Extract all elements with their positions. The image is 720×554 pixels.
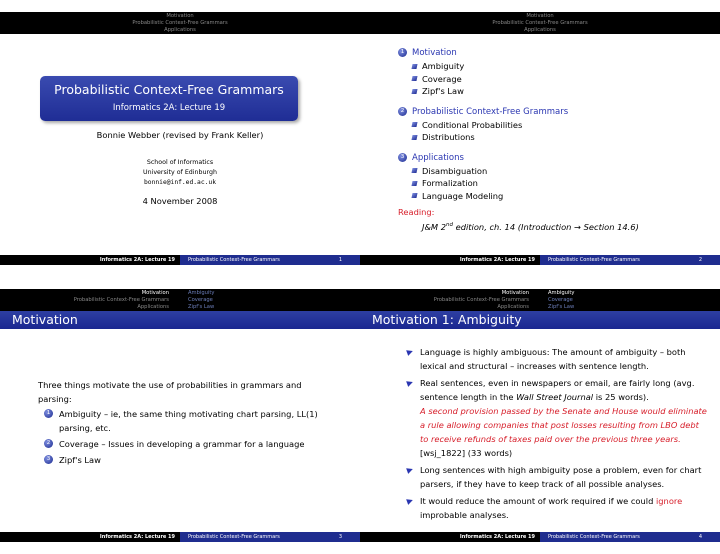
nav-subsection-coverage[interactable]: Coverage — [188, 297, 213, 303]
nav-section-motivation[interactable]: Motivation — [526, 13, 554, 19]
footer — [0, 532, 360, 542]
bullet-icon — [411, 135, 417, 140]
top-navigation — [360, 289, 720, 311]
nav-subsection-zipf[interactable]: Zipf's Law — [548, 304, 575, 310]
slide-2: Motivation Probabilistic Context-Free Grammars Applications 1 Motivation Ambiguity Coverage Zipf's Law 2 Probabilistic Context-Free Grammars Conditional Probabilities Distributions 3 Applications Disambiguation Formalization Language Modeling Reading: J&M 2nd edition, ch. 14 (Introduction → Section 14.6) Informatics 2A: Lecture 19 Probabilistic Context-Free Grammars 2 — [360, 0, 720, 277]
list-item: 1 Ambiguity – ie, the same thing motivating chart parsing, LL(1) parsing, etc. — [44, 407, 334, 435]
nav-section-applications[interactable]: Applications — [164, 27, 196, 33]
enumerated-list — [44, 407, 334, 469]
list-item: 3 Zipf's Law — [44, 453, 334, 467]
nav-subsection-ambiguity[interactable]: Ambiguity — [548, 290, 575, 296]
footer-title: Probabilistic Context-Free Grammars — [180, 532, 360, 542]
bullet-icon — [411, 181, 417, 186]
bullet-triangle-icon — [406, 466, 414, 474]
page-number: 3 — [338, 534, 342, 540]
footer-author: Informatics 2A: Lecture 19 — [99, 257, 175, 263]
bullet-icon — [411, 76, 417, 81]
reading-label: Reading: — [398, 207, 435, 217]
author: Bonnie Webber (revised by Frank Keller) — [96, 130, 264, 140]
bullet-icon — [411, 193, 417, 198]
top-navigation — [360, 12, 720, 34]
top-navigation — [0, 12, 360, 34]
section-number-icon: 1 — [398, 48, 407, 57]
list-item: Long sentences with high ambiguity pose a problem, even for chart parsers, if they have to keep track of all possible analyses. — [407, 463, 707, 491]
list-item: Real sentences, even in newspapers or email, are fairly long (avg. sentence length in the Wall Street Journal is 25 words). A second provision passed by the Senate and House would eliminate a rule allowing companies that post losses resulting from LBO debt to receive refunds of taxes paid over the previous three years. [wsj_1822] (33 words) — [407, 376, 707, 460]
bullet-icon — [411, 64, 417, 69]
footer-title: Probabilistic Context-Free Grammars — [180, 255, 360, 265]
nav-section-motivation[interactable]: Motivation — [166, 13, 194, 19]
top-navigation — [0, 289, 360, 311]
bullet-icon — [411, 122, 417, 127]
bullet-triangle-icon — [406, 348, 414, 356]
email: bonnie@inf.ed.ac.uk — [143, 179, 217, 186]
nav-section-motivation[interactable]: Motivation — [141, 290, 169, 296]
footer — [360, 255, 720, 265]
nav-section-motivation[interactable]: Motivation — [501, 290, 529, 296]
list-item: 2 Coverage – Issues in developing a grammar for a language — [44, 437, 334, 451]
bullet-list — [407, 345, 707, 525]
number-icon: 2 — [44, 439, 53, 448]
list-item: Language is highly ambiguous: The amount of ambiguity – both lexical and structural – increases with sentence length. — [407, 345, 707, 373]
page-number: 2 — [698, 257, 702, 263]
bullet-icon — [411, 168, 417, 173]
slide-3 — [0, 277, 360, 554]
number-icon: 1 — [44, 409, 53, 418]
date: 4 November 2008 — [142, 196, 218, 206]
nav-section-pcfg[interactable]: Probabilistic Context-Free Grammars — [492, 20, 588, 26]
list-item: It would reduce the amount of work required if we could ignore improbable analyses. — [407, 494, 707, 522]
nav-section-applications[interactable]: Applications — [497, 304, 529, 310]
number-icon: 3 — [44, 455, 53, 464]
frame-title: Motivation — [0, 311, 360, 329]
page-number: 1 — [338, 257, 342, 263]
bullet-icon — [411, 89, 417, 94]
section-number-icon: 3 — [398, 153, 407, 162]
nav-subsection-zipf[interactable]: Zipf's Law — [188, 304, 215, 310]
reading-reference: J&M 2nd edition, ch. 14 (Introduction → Section 14.6) — [422, 222, 639, 232]
section-number-icon: 2 — [398, 107, 407, 116]
footer-title: Probabilistic Context-Free Grammars — [540, 255, 720, 265]
presentation-title: Probabilistic Context-Free Grammars — [54, 82, 284, 97]
footer — [360, 532, 720, 542]
slide-1 — [0, 0, 360, 277]
page-number: 4 — [698, 534, 702, 540]
footer-author: Informatics 2A: Lecture 19 — [99, 534, 175, 540]
footer-author: Informatics 2A: Lecture 19 — [459, 257, 535, 263]
intro-text: Three things motivate the use of probabilities in grammars and parsing: — [38, 380, 302, 404]
footer-title: Probabilistic Context-Free Grammars — [540, 532, 720, 542]
footer — [0, 255, 360, 265]
nav-section-pcfg[interactable]: Probabilistic Context-Free Grammars — [433, 297, 529, 303]
nav-section-applications[interactable]: Applications — [524, 27, 556, 33]
nav-section-applications[interactable]: Applications — [137, 304, 169, 310]
bullet-triangle-icon — [406, 497, 414, 505]
presentation-subtitle: Informatics 2A: Lecture 19 — [112, 103, 226, 113]
slide-4 — [360, 277, 720, 554]
nav-section-pcfg[interactable]: Probabilistic Context-Free Grammars — [73, 297, 169, 303]
nav-subsection-coverage[interactable]: Coverage — [548, 297, 573, 303]
nav-section-pcfg[interactable]: Probabilistic Context-Free Grammars — [132, 20, 228, 26]
institution: School of Informatics University of Edinburgh bonnie@inf.ed.ac.uk — [0, 158, 360, 188]
title-box — [40, 76, 298, 121]
bullet-triangle-icon — [406, 379, 414, 387]
frame-title: Motivation 1: Ambiguity — [360, 311, 720, 329]
nav-subsection-ambiguity[interactable]: Ambiguity — [188, 290, 215, 296]
footer-author: Informatics 2A: Lecture 19 — [459, 534, 535, 540]
example-sentence: A second provision passed by the Senate and House would eliminate a rule allowing companies that post losses resulting from LBO debt to receive refunds of taxes paid over the previous three years. — [420, 406, 707, 444]
